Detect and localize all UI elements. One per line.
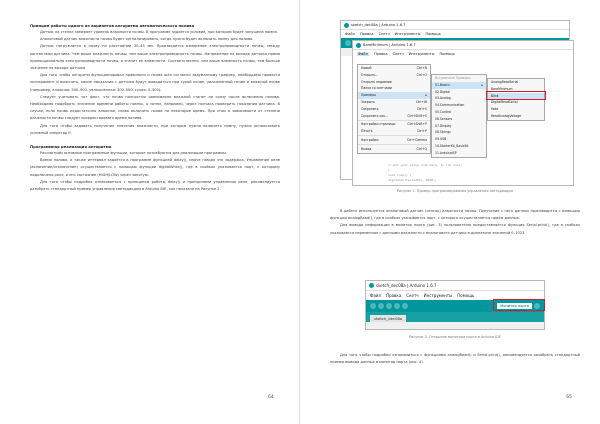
examples-item[interactable]: 10.StarterKit_BasicKit [435, 143, 469, 148]
save-icon[interactable] [402, 303, 408, 309]
menu-tools[interactable]: Инструменты [394, 32, 421, 36]
paragraph: Рассмотрим основные программные функции, которые потребуются для реализации программы. [40, 151, 227, 156]
file-menu-item[interactable]: Печать Ctrl+P [361, 129, 427, 134]
file-menu-item-examples[interactable]: Примеры ▸ [358, 92, 430, 99]
inner-ide-menubar [353, 50, 573, 58]
menu-file[interactable]: Файл [345, 32, 355, 36]
examples-item[interactable]: 09.USB [435, 137, 447, 142]
heading-implementation: Программная реализация алгоритма [30, 144, 112, 150]
menu-sketch[interactable]: Скетч [406, 293, 419, 298]
examples-item-basics[interactable]: 01.Basics ▸ [432, 82, 486, 89]
submenu-arrow-icon: ▸ [481, 82, 483, 87]
paragraph: Для вывода информации в монитор порта (рис. 3) пользователю предоставляется функция Serial.print(), где в скобках указывается переменная с данными влажности с аналогового датчика в диапазоне значений 0–1023. [330, 223, 580, 235]
examples-item[interactable]: 03.Analog [435, 96, 451, 101]
inner-menu-edit[interactable]: Правка [373, 52, 388, 56]
open-icon[interactable] [394, 303, 400, 309]
paragraph: Аналоговый датчик влажности почвы будет сигнализировать, когда нужно будет включить помпу для полива. [40, 37, 254, 42]
arduino-app-icon [344, 23, 349, 28]
inner-menu-sketch[interactable]: Скетч [392, 52, 404, 56]
file-menu-item[interactable]: Новый Ctrl+N [361, 66, 427, 70]
paragraph: Время полива, а также интервал задаётся в программе функцией delay(), иначе говоря это задержка. Управление реле (включение/отключение) осуществляется с помощью функции digitalWrite(), где в скобках указывается порт, к которому подключено реле, и его состояние (HIGH/LOW) через запятую. [30, 158, 280, 177]
paragraph: В работе используется аналоговый датчик (сенсор) влажности почвы. Получение с него данных производится с помощью функции analogRead(), где в скобках указывается порт, с которого осуществляется приём данных. [330, 209, 580, 221]
arduino-app-icon [356, 43, 361, 48]
examples-item[interactable]: 08.Strings [435, 130, 451, 135]
file-menu-item[interactable]: Папка со скетчами [361, 86, 392, 91]
inner-ide-title: BareMinimum | Arduino 1.6.7 [363, 43, 416, 47]
menu-sketch[interactable]: Скетч [378, 32, 390, 36]
serial-monitor-button[interactable]: Монитор порта [497, 303, 532, 309]
basics-item[interactable]: Fade [491, 107, 499, 112]
paragraph: Следует учитывать тот факт, что почва полностью равномерно влажной станет не сразу после включения полива. Необходимо подобрать значение времени работы помпы, а затем, например, через полчаса проверить показания датчика. В случае, если почва недостаточно влажная, снова включить полив на некоторое время. При этом в зависимости от степени влажности почвы следует скорректировать время полива. [30, 94, 280, 121]
basics-item[interactable]: BareMinimum [491, 86, 513, 91]
figure-caption-3: Рисунок 3. Открытие монитора порта в Arduino IDE [409, 335, 501, 339]
submenu-arrow-icon: ▸ [425, 93, 427, 98]
upload-icon[interactable] [378, 303, 384, 309]
sketch-tab[interactable]: sketch_dec08a [370, 315, 406, 322]
basics-item[interactable]: AnalogReadSerial [491, 80, 519, 84]
left-page-text [30, 22, 280, 193]
basics-item-blink[interactable]: Blink [488, 93, 544, 100]
right-page [300, 0, 600, 424]
paragraph: Для того чтобы подробно ознакомиться с функциями analogRead() и Serial.print(), рекомендуется разобрать стандартный пример вывода данных в монитор порта (рис. 4). [330, 353, 580, 365]
ide-titlebar [341, 21, 569, 30]
arduino-app-icon [369, 283, 374, 288]
menu-edit[interactable]: Правка [359, 32, 374, 36]
menu-help[interactable]: Помощь [457, 293, 475, 298]
file-menu-item[interactable]: Закрыть Ctrl+W [361, 99, 427, 104]
heading-algorithm: Принцип работы одного из вариантов алгоритма автоматического полива [30, 23, 195, 28]
examples-item[interactable]: 04.Communication [435, 103, 465, 108]
examples-item[interactable]: 05.Control [435, 109, 452, 114]
examples-header: Встроенные Примеры [435, 76, 471, 80]
paragraph: Для того чтобы алгоритм функционировал правильно и полив шёл согласно задуманному графику, необходимо провести эксперимент и выяснить, какие показания с датчика будут выводиться при сухой почве, увлажнённой почве и влажной почве (например, влажная: 500–900, увлажнённая: 300–500, сухая: 0–300). [30, 73, 280, 92]
verify-icon[interactable] [370, 303, 376, 309]
examples-item[interactable]: 07.Display [435, 123, 452, 128]
paragraph: Для того чтобы подробно ознакомиться с принципом работы delay() и принципами управления реле, рекомендуется разобрать стандартный пример управления светодиодом в Arduino IDE, как показано на Рисунке 2. [30, 179, 280, 192]
page-number-right: 65 [566, 395, 572, 400]
file-menu-item[interactable]: Выход Ctrl+Q [361, 146, 427, 151]
file-menu-item[interactable]: Сохранить как... Ctrl+Shift+S [361, 113, 427, 118]
examples-item[interactable]: 11.ArduinoISP [435, 150, 457, 155]
file-menu-item[interactable]: Открыть... Ctrl+O [361, 72, 427, 77]
code-snippet: // put your setup code here, to run once: } void loop() { digitalWrite(ledPin, HIGH); [388, 163, 463, 182]
basics-item[interactable]: DigitalReadSerial [491, 100, 518, 105]
inner-menu-help[interactable]: Помощь [439, 52, 455, 56]
file-menu-item[interactable]: Сохранить Ctrl+S [361, 106, 427, 111]
inner-menu-tools[interactable]: Инструменты [408, 52, 435, 56]
inner-ide-titlebar [353, 41, 573, 50]
right-page-text-1 [330, 208, 580, 237]
ide2-titlebar [366, 281, 544, 291]
ide-title: sketch_dec08a | Arduino 1.6.7 [351, 23, 406, 27]
ide2-tabbar [366, 312, 544, 322]
new-icon[interactable] [386, 303, 392, 309]
paragraph: Датчик погружается в почву на расстоянии 30–45 мм. Производится измерение электропроводности почвы, между контактами датчика. Чем выше влажность почвы, тем выше электропроводность почвы. Напряжение на выходе датчика прямо пропорционально электропроводности почвы, а значит её влажности. Соответственно, чем выше влажность почвы, тем больше значение на выходе датчика. [30, 44, 280, 71]
highlight-frame-monitor [493, 299, 545, 311]
examples-item[interactable]: 02.Digital [435, 89, 450, 94]
right-page-text-2 [330, 352, 580, 366]
file-menu-item[interactable]: Открыть недавние [361, 79, 392, 84]
highlight-frame-blink [486, 91, 546, 100]
paragraph: Датчик на стенке замеряет уровень влажности почвы. В программе задаётся условие, при котором будет запущена помпа. [40, 30, 278, 34]
verify-icon[interactable] [345, 40, 351, 46]
inner-menu-file[interactable]: Файл [358, 52, 368, 56]
ide2-title: sketch_dec08a | Arduino 1.6.7 [376, 283, 437, 288]
figure-caption-2: Рисунок 2. Пример программирования управления светодиодом [396, 189, 514, 193]
examples-item[interactable]: 06.Sensors [435, 116, 453, 121]
page-number-left: 64 [268, 395, 274, 400]
menu-file[interactable]: Файл [370, 293, 382, 298]
ide-menubar [341, 30, 569, 38]
examples-submenu [431, 74, 487, 158]
menu-edit[interactable]: Правка [386, 293, 402, 298]
basics-item[interactable]: ReadAnalogVoltage [491, 113, 522, 118]
file-menu-dropdown [357, 64, 431, 154]
paragraph: Для того чтобы задавать получение значения влажности, при котором нужно включить помпу, нужно использовать условный оператор if. [30, 123, 280, 135]
file-menu-item[interactable]: Настройки страницы Ctrl+Shift+P [361, 122, 427, 127]
menu-tools[interactable]: Инструменты [423, 293, 453, 298]
file-menu-item[interactable]: Настройки Ctrl+Comma [361, 137, 427, 142]
menu-help[interactable]: Помощь [425, 32, 441, 36]
